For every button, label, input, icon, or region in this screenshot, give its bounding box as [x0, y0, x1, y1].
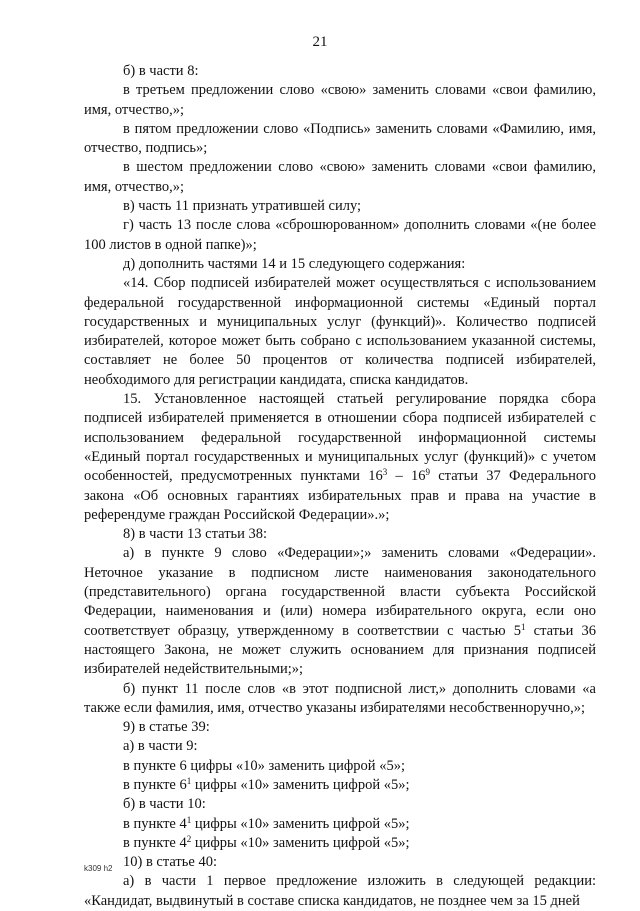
paragraph-sixth-sentence: в шестом предложении слово «свою» заменить словами «свои фамилию, имя, отчество,»;: [84, 159, 596, 195]
paragraph-item-9b-point-4-1: в пункте $4^1$ цифры «10» заменить цифрой «5»;: [123, 814, 410, 832]
paragraph-item-8: 8) в части 13 статьи 38:: [123, 526, 268, 543]
paragraph-item-8b: б) пункт 11 после слов «в этот подписной лист,» дополнить словами «а также если фамилия, имя, отчество указаны избирателями несобственноручно,»;: [84, 680, 596, 716]
page-number: 21: [312, 34, 328, 50]
paragraph-item-10: 10) в статье 40:: [123, 854, 217, 871]
paragraph-8g: г) часть 13 после слова «сброшюрованном» дополнить словами «(не более 100 листов в одной папке)»;: [84, 217, 596, 253]
paragraph-item-9: 9) в статье 39:: [123, 719, 210, 736]
paragraph-item-8a: а) в пункте 9 слово «Федерации»;» заменить словами «Федерации». Неточное указание в подписном листе наименования законодательного (представительного) органа государственной власти субъекта Российской Федерации, наименования и (или) номера избирательного округа, если оно соответствует образцу, утвержденному в соответствии с частью $5^1$ статьи 36 настоящего Закона, не может служить основанием для признания подписей избирателей недействительными;»;: [84, 545, 596, 678]
paragraph-part-15: 15. Установленное настоящей статьей регулирование порядка сбора подписей избирателей применяется в отношении сбора подписей избирателей с использованием федеральной государственной информационной системы «Единый портал государственных и муниципальных услуг (функций)» с учетом особенностей, предусмотренных пунктами $16^3 - 16^9$ статьи 37 Федерального закона «Об основных гарантиях избирательных прав и права на участие в референдуме граждан Российской Федерации».»;: [84, 391, 597, 523]
footer-code: k309 h2: [84, 864, 113, 873]
paragraph-item-10a: а) в части 1 первое предложение изложить в следующей редакции: «Кандидат, выдвинутый в составе списка кандидатов, не позднее чем за 15 дней: [84, 873, 596, 909]
paragraph-8v: в) часть 11 признать утратившей силу;: [123, 198, 362, 215]
paragraph-third-sentence: в третьем предложении слово «свою» заменить словами «свои фамилию, имя, отчество,»;: [84, 82, 596, 118]
paragraph-item-9a: а) в части 9:: [123, 738, 198, 755]
paragraph-8d: д) дополнить частями 14 и 15 следующего содержания:: [123, 255, 466, 272]
document-body: [84, 62, 596, 911]
paragraph-item-9b-point-4-2: в пункте $4^2$ цифры «10» заменить цифрой «5»;: [123, 833, 410, 851]
paragraph-8b: б) в части 8:: [123, 63, 199, 79]
paragraph-item-9a-point-6: в пункте 6 цифры «10» заменить цифрой «5»;: [123, 757, 405, 774]
paragraph-item-9b: б) в части 10:: [123, 796, 206, 813]
paragraph-item-9a-point-6-1: в пункте $6^1$ цифры «10» заменить цифрой «5»;: [123, 775, 410, 793]
paragraph-part-14: «14. Сбор подписей избирателей может осуществляться с использованием федеральной государственной информационной системы «Единый портал государственных и муниципальных услуг (функций)». Количество подписей избирателей, которое может быть собрано с использованием указанной системы, составляет не более 50 процентов от количества подписей избирателей, необходимого для регистрации кандидата, списка кандидатов.: [84, 275, 596, 388]
paragraph-fifth-sentence: в пятом предложении слово «Подпись» заменить словами «Фамилию, имя, отчество, подпись»;: [84, 120, 596, 157]
